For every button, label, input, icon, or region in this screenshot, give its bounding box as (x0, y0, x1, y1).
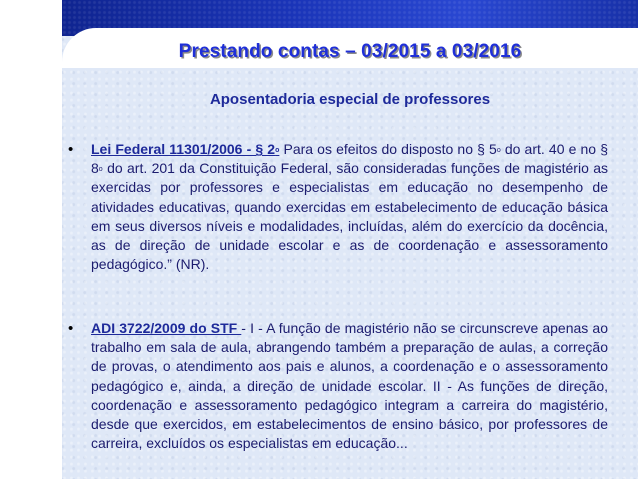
paragraph-adi: ADI 3722/2009 do STF - I - A função de magistério não se circunscreve apenas ao trabalho em sala de aula, abrangendo também a preparação de aulas, a correção de provas, o atendimento aos pais e alunos, a coordenação e o assessoramento pedagógico e, ainda, a direção de unidade escolar. II - As funções de direção, coordenação e assessoramento pedagógico integram a carreira do magistério, desde que exercidos, em estabelecimentos de ensino básico, por professores de carreira, excluídos os especialistas em educação... (91, 320, 608, 452)
title-area (62, 30, 638, 74)
bullet-icon: • (68, 141, 74, 158)
adi-reference-link[interactable]: ADI 3722/2009 do STF (91, 320, 242, 336)
bullet-icon: • (68, 320, 74, 337)
slide-subtitle: Aposentadoria especial de professores (209, 91, 491, 108)
left-white-stripe (0, 0, 62, 479)
paragraph-lei-federal: Lei Federal 11301/2006 - § 2$^o$ Para os efeitos do disposto no § 5$^o$ do art. 40 e no § 8$^o$ do art. 201 da Constituição Federal, são consideradas funções de magistério as exercidas por professores e especialistas em educação no desempenho de atividades educativas, quando exercidas em estabelecimento de educação básica em seus diversos níveis e modalidades, incluídas, além do exercício da docência, as de direção de unidade escolar e as de coordenação e assessoramento pedagógico.” (NR). (91, 141, 608, 273)
law-reference-link[interactable]: Lei Federal 11301/2006 - § 2$^o$ (91, 141, 280, 157)
slide-title: Prestando contas – 03/2015 a 03/2016 (178, 41, 522, 62)
